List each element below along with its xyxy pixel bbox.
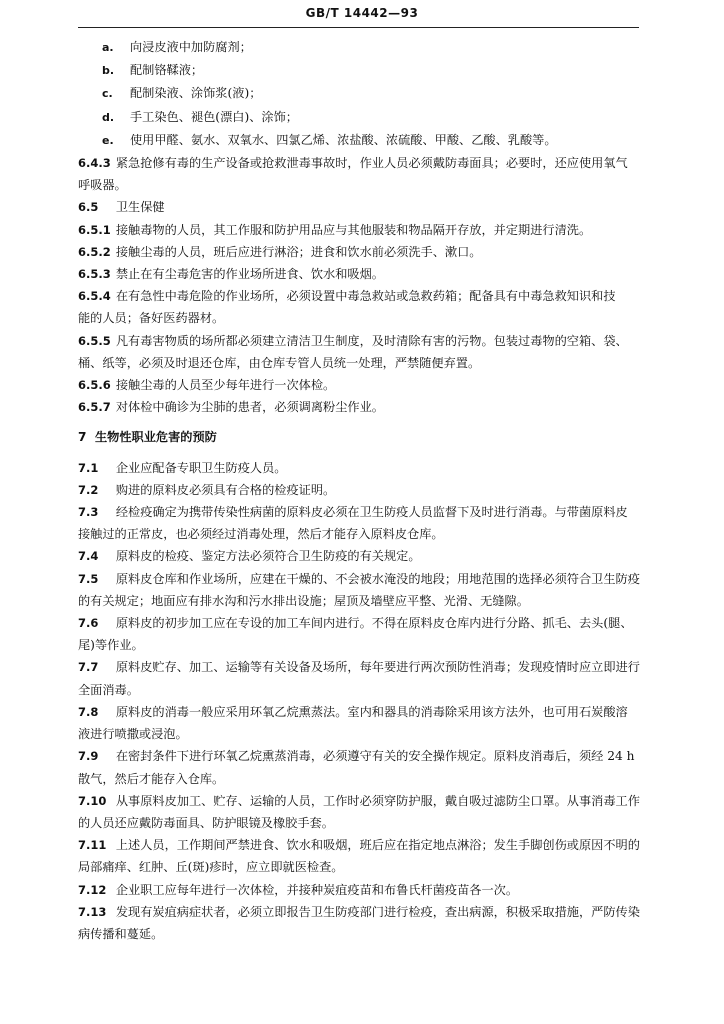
list-item: e. 使用甲醛、氨水、双氧水、四氯乙烯、浓盐酸、浓硫酸、甲酸、乙酸、乳酸等。 <box>102 132 557 147</box>
clause-7-3: 7.3 经检疫确定为携带传染性病菌的原料皮必须在卫生防疫人员监督下及时进行消毒。与带菌原料皮 接触过的正常皮，也必须经过消毒处理，然后才能存入原料皮仓库。 <box>78 505 628 542</box>
section-heading-7: 7 生物性职业危害的预防 <box>78 430 217 445</box>
clause-6-5-4: 6.5.4 在有急性中毒危险的作业场所，必须设置中毒急救站或急救药箱；配备具有中毒急救知识和技 能的人员；备好医药器材。 <box>78 289 616 326</box>
clause-6-5-1: 6.5.1 接触毒物的人员，其工作服和防护用品应与其他服装和物品隔开存放，并定期进行清洗。 <box>78 222 592 237</box>
clause-6-5-5: 6.5.5 凡有毒害物质的场所都必须建立清洁卫生制度，及时清除有害的污物。包装过毒物的空箱、袋、 桶、纸等，必须及时退还仓库，由仓库专管人员统一处理，严禁随便弃置。 <box>78 333 628 370</box>
clause-6-5-6: 6.5.6 接触尘毒的人员至少每年进行一次体检。 <box>78 378 336 393</box>
page-header: GB/T 14442—93 <box>305 6 419 20</box>
list-item: a. 向浸皮液中加防腐剂； <box>102 40 252 54</box>
list-item: d. 手工染色、褪色(漂白)、涂饰； <box>102 109 298 124</box>
clause-7-1: 7.1 企业应配备专职卫生防疫人员。 <box>78 460 287 475</box>
clause-7-10: 7.10 从事原料皮加工、贮存、运输的人员，工作时必须穿防护服，戴自吸过滤防尘口罩。从事消毒工作 的人员还应戴防毒面具、防护眼镜及橡胶手套。 <box>78 793 640 830</box>
clause-7-5: 7.5 原料皮仓库和作业场所，应建在干燥的、不会被水淹没的地段；用地范围的选择必须符合卫生防疫 的有关规定；地面应有排水沟和污水排出设施；屋顶及墙壁应平整、光滑、无缝隙。 <box>78 571 640 608</box>
clause-6-5-3: 6.5.3 禁止在有尘毒危害的作业场所进食、饮水和吸烟。 <box>78 267 384 282</box>
list-item: b. 配制铬鞣液； <box>102 63 204 78</box>
clause-6-5-2: 6.5.2 接触尘毒的人员，班后应进行淋浴；进食和饮水前必须洗手、漱口。 <box>78 244 482 259</box>
clause-6-5-7: 6.5.7 对体检中确诊为尘肺的患者，必须调离粉尘作业。 <box>78 400 384 415</box>
clause-7-11: 7.11 上述人员，工作期间严禁进食、饮水和吸烟，班后应在指定地点淋浴；发生手脚创伤或原因不明的 局部痛痒、红肿、丘(斑)疹时，应立即就医检查。 <box>78 838 640 875</box>
clause-7-9: 7.9 在密封条件下进行环氧乙烷熏蒸消毒，必须遵守有关的安全操作规定。原料皮消毒后，须经 24 h 散气，然后才能存入仓库。 <box>78 749 635 786</box>
clause-7-2: 7.2 购进的原料皮必须具有合格的检疫证明。 <box>78 482 336 497</box>
clause-number: 6.4.3 <box>78 156 111 171</box>
clause-7-7: 7.7 原料皮贮存、加工、运输等有关设备及场所，每年要进行两次预防性消毒；发现疫情时应立即进行 全面消毒。 <box>78 660 640 697</box>
clause-7-12: 7.12 企业职工应每年进行一次体检，并接种炭疽疫苗和布鲁氏杆菌疫苗各一次。 <box>78 882 519 897</box>
clause-7-4: 7.4 原料皮的检疫、鉴定方法必须符合卫生防疫的有关规定。 <box>78 549 421 564</box>
clause-7-8: 7.8 原料皮的消毒一般应采用环氧乙烷熏蒸法。室内和器具的消毒除采用该方法外，也可用石炭酸溶 液进行喷撒或浸泡。 <box>78 704 628 742</box>
clause-7-13: 7.13 发现有炭疽病症状者，必须立即报告卫生防疫部门进行检疫，查出病源，积极采取措施，严防传染 病传播和蔓延。 <box>78 904 640 941</box>
clause-6-4-3: 6.4.3 紧急抢修有毒的生产设备或抢救泄毒事故时，作业人员必须戴防毒面具；必要时，还应使用氧气 呼吸器。 <box>78 152 640 196</box>
header-rule <box>78 27 639 28</box>
clause-7-6: 7.6 原料皮的初步加工应在专设的加工车间内进行。不得在原料皮仓库内进行分路、抓毛、去头(腿、 尾)等作业。 <box>78 616 633 653</box>
list-item: c. 配制染液、涂饰浆(液)； <box>102 86 262 101</box>
section-heading-6-5: 6.5 卫生保健 <box>78 200 165 215</box>
document-body <box>78 36 640 945</box>
